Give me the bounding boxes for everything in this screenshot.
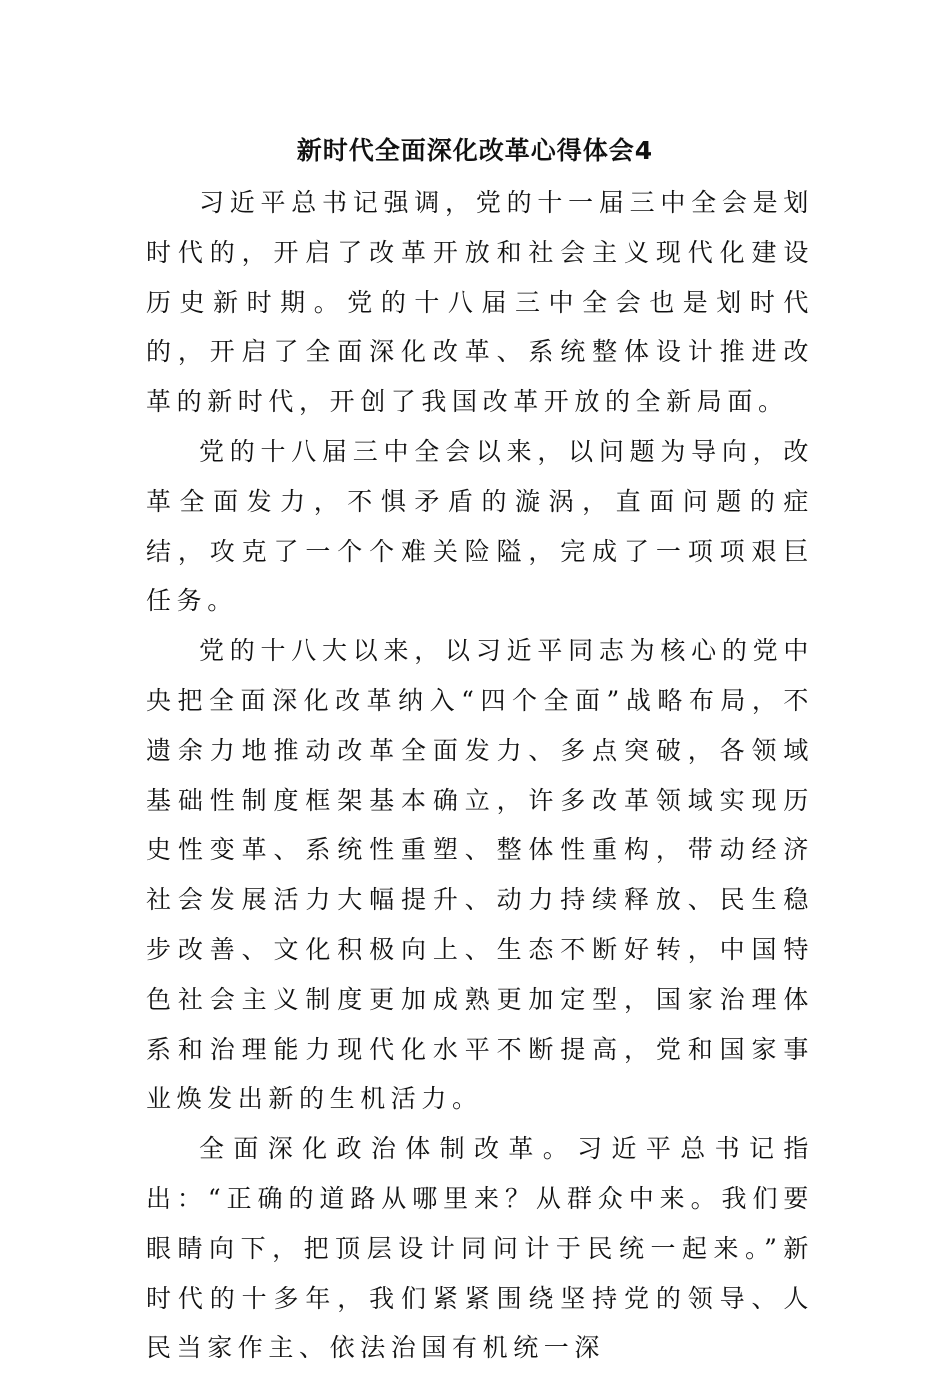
document-body	[146, 178, 814, 1373]
paragraph-1: 习近平总书记强调，党的十一届三中全会是划时代的，开启了改革开放和社会主义现代化建设历史新时期。党的十八届三中全会也是划时代的，开启了全面深化改革、系统整体设计推进改革的新时代，开创了我国改革开放的全新局面。	[146, 188, 814, 417]
document-title: 新时代全面深化改革心得体会4	[296, 136, 654, 165]
paragraph-3: 党的十八大以来，以习近平同志为核心的党中央把全面深化改革纳入“四个全面”战略布局，不遗余力地推动改革全面发力、多点突破，各领域基础性制度框架基本确立，许多改革领域实现历史性变革、系统性重塑、整体性重构，带动经济社会发展活力大幅提升、动力持续释放、民生稳步改善、文化积极向上、生态不断好转，中国特色社会主义制度更加成熟更加定型，国家治理体系和治理能力现代化水平不断提高，党和国家事业焕发出新的生机活力。	[146, 636, 814, 1114]
paragraph-4: 全面深化政治体制改革。习近平总书记指出：“正确的道路从哪里来？从群众中来。我们要眼睛向下，把顶层设计同问计于民统一起来。”新时代的十多年，我们紧紧围绕坚持党的领导、人民当家作主、依法治国有机统一深	[146, 1134, 814, 1363]
paragraph-2: 党的十八届三中全会以来，以问题为导向，改革全面发力，不惧矛盾的漩涡，直面问题的症结，攻克了一个个难关险隘，完成了一项项艰巨任务。	[146, 436, 814, 616]
